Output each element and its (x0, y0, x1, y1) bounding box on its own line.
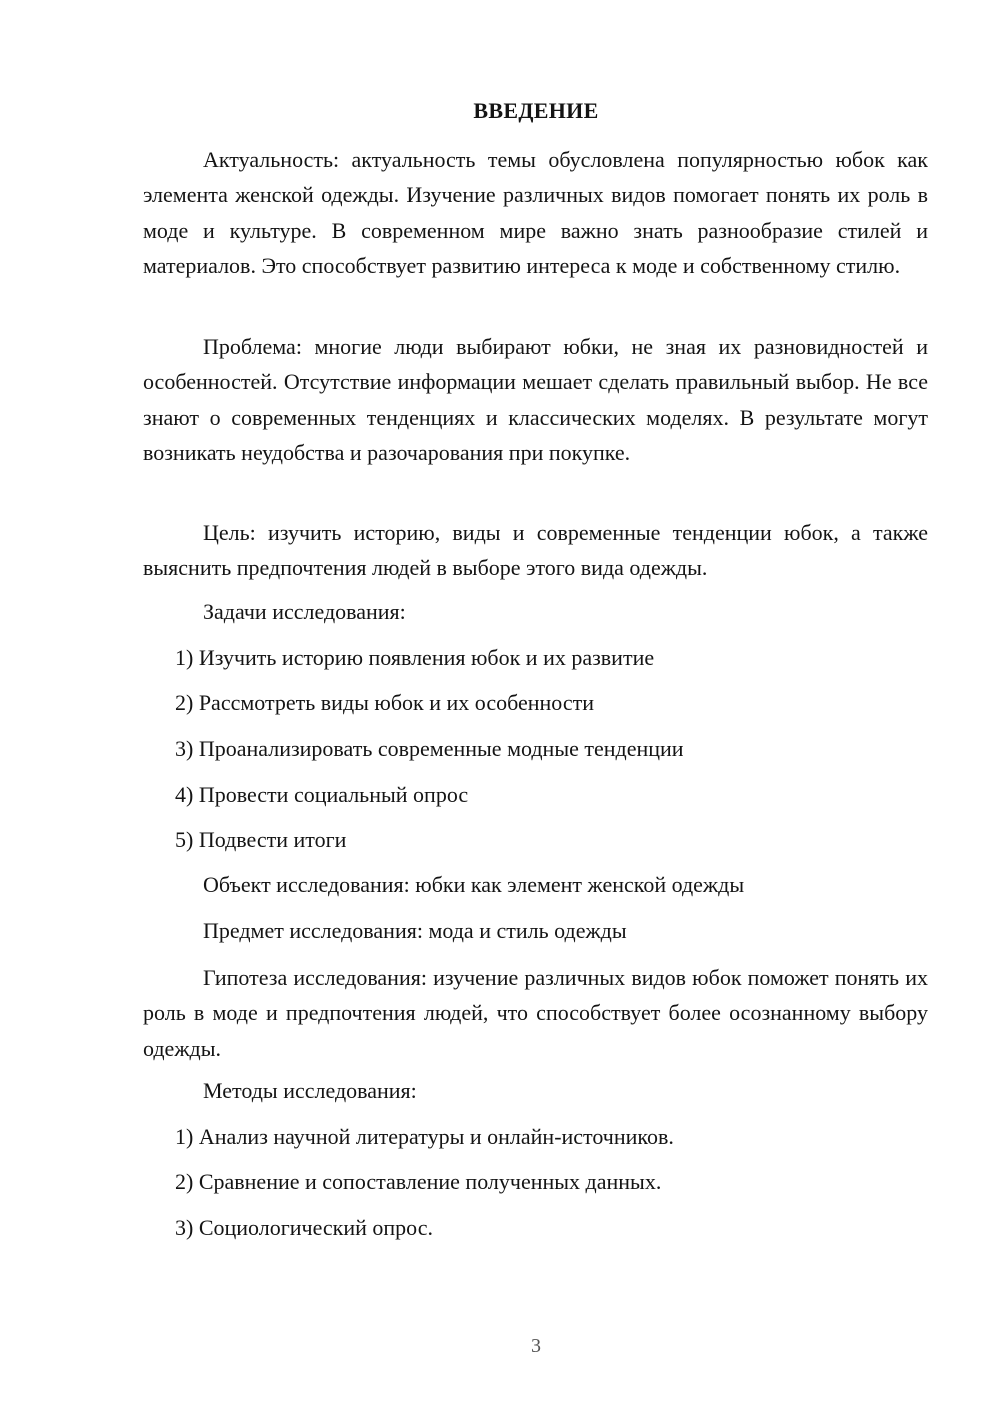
goal-paragraph: Цель: изучить историю, виды и современные тенденции юбок, а также выяснить предпочтения людей в выборе этого вида одежды. (143, 520, 928, 581)
list-item: 2) Рассмотреть виды юбок и их особенности (175, 690, 595, 715)
list-item: 2) Сравнение и сопоставление полученных данных. (175, 1169, 662, 1194)
list-item: 1) Изучить историю появления юбок и их развитие (175, 645, 655, 670)
subject-line: Предмет исследования: мода и стиль одежды (203, 918, 627, 943)
tasks-heading: Задачи исследования: (203, 599, 406, 624)
hypothesis-paragraph: Гипотеза исследования: изучение различных видов юбок поможет понять их роль в моде и предпочтения людей, что способствует более осознанному выбору одежды. (143, 965, 928, 1061)
list-item: 1) Анализ научной литературы и онлайн-источников. (175, 1124, 674, 1149)
object-line: Объект исследования: юбки как элемент женской одежды (203, 872, 745, 897)
page-number: 3 (531, 1335, 541, 1357)
methods-heading: Методы исследования: (203, 1078, 417, 1103)
page-title: ВВЕДЕНИЕ (473, 98, 599, 123)
problem-paragraph: Проблема: многие люди выбирают юбки, не зная их разновидностей и особенностей. Отсутствие информации мешает сделать правильный выбор. Не все знают о современных тенденциях и классических моделях. В результате могут возникать неудобства и разочарования при покупке. (143, 334, 928, 465)
relevance-paragraph: Актуальность: актуальность темы обусловлена популярностью юбок как элемента женской одежды. Изучение различных видов помогает понять их роль в моде и культуре. В современном мире важно знать разнообразие стилей и материалов. Это способствует развитию интереса к моде и собственному стилю. (143, 147, 928, 278)
list-item: 4) Провести социальный опрос (175, 782, 469, 807)
list-item: 3) Социологический опрос. (175, 1215, 433, 1240)
list-item: 5) Подвести итоги (175, 827, 347, 852)
list-item: 3) Проанализировать современные модные тенденции (175, 736, 684, 761)
